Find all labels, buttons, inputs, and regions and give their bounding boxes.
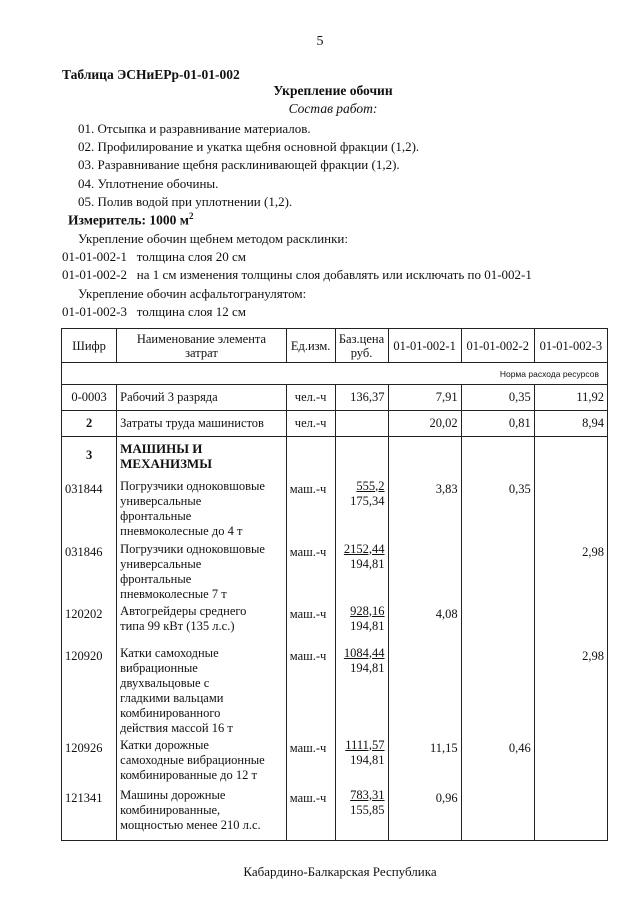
cell-v2: 0,35 bbox=[461, 385, 534, 411]
header-variant-2: 01-01-002-2 bbox=[461, 329, 534, 363]
cell-price: 783,31 155,85 bbox=[335, 788, 388, 841]
cell-code: 0-0003 bbox=[62, 385, 117, 411]
cell-unit: чел.-ч bbox=[286, 411, 335, 437]
header-name: Наименование элемента затрат bbox=[117, 329, 287, 363]
cell-v3 bbox=[534, 738, 607, 788]
resource-table bbox=[61, 328, 608, 841]
header-variant-3: 01-01-002-3 bbox=[534, 329, 607, 363]
cell-name: Рабочий 3 разряда bbox=[117, 385, 287, 411]
page-footer: Кабардино-Балкарская Республика bbox=[243, 864, 437, 879]
header-unit: Ед.изм. bbox=[286, 329, 335, 363]
work-item: 05. Полив водой при уплотнении (1,2). bbox=[78, 194, 293, 209]
cell-v1 bbox=[388, 542, 461, 604]
cell-unit: маш.-ч bbox=[286, 604, 335, 646]
work-item: 02. Профилирование и укатка щебня основной фракции (1,2). bbox=[78, 139, 420, 154]
work-item: 04. Уплотнение обочины. bbox=[78, 176, 219, 191]
cell-unit: маш.-ч bbox=[286, 479, 335, 542]
cell-v1: 7,91 bbox=[388, 385, 461, 411]
work-item: 03. Разравнивание щебня расклинивающей фракции (1,2). bbox=[78, 157, 400, 172]
cell-v3: 8,94 bbox=[534, 411, 607, 437]
cell-v3: 2,98 bbox=[534, 542, 607, 604]
table-row bbox=[62, 385, 608, 411]
cell-unit: маш.-ч bbox=[286, 738, 335, 788]
cell-v3: 11,92 bbox=[534, 385, 607, 411]
cell-code: 3 bbox=[62, 437, 117, 479]
cell-v1: 11,15 bbox=[388, 738, 461, 788]
cell-code: 120920 bbox=[62, 646, 117, 738]
work-heading: Состав работ: bbox=[288, 101, 378, 116]
cell-v2 bbox=[461, 788, 534, 841]
cell-v1 bbox=[388, 646, 461, 738]
cell-name: Погрузчики одноковшовые универсальные фронтальные пневмоколесные 7 т bbox=[117, 542, 287, 604]
cell-code: 031846 bbox=[62, 542, 117, 604]
cell-price: 928,16 194,81 bbox=[335, 604, 388, 646]
variant-line: 01-01-002-3 толщина слоя 12 см bbox=[62, 304, 247, 319]
variant-line: 01-01-002-2 на 1 см изменения толщины слоя добавлять или исключать по 01-002-1 bbox=[62, 267, 532, 282]
table-row bbox=[62, 788, 608, 841]
cell-price: 555,2 175,34 bbox=[335, 479, 388, 542]
table-header-row bbox=[62, 329, 608, 363]
header-code: Шифр bbox=[62, 329, 117, 363]
cell-v3 bbox=[534, 479, 607, 542]
cell-v2: 0,46 bbox=[461, 738, 534, 788]
cell-v2: 0,35 bbox=[461, 479, 534, 542]
page-number: 5 bbox=[316, 34, 324, 49]
header-variant-1: 01-01-002-1 bbox=[388, 329, 461, 363]
cell-name: Катки самоходные вибрационные двухвальцовые с гладкими вальцами комбинированного действия массой 16 т bbox=[117, 646, 287, 738]
table-row bbox=[62, 604, 608, 646]
norm-row bbox=[62, 363, 608, 385]
cell-code: 121341 bbox=[62, 788, 117, 841]
cell-v2 bbox=[461, 542, 534, 604]
cell-v2 bbox=[461, 604, 534, 646]
caption: Укрепление обочин bbox=[273, 83, 393, 98]
cell-price bbox=[335, 411, 388, 437]
table-row bbox=[62, 479, 608, 542]
cell-name: МАШИНЫ И МЕХАНИЗМЫ bbox=[117, 437, 287, 479]
cell-unit: маш.-ч bbox=[286, 646, 335, 738]
cell-name: Затраты труда машинистов bbox=[117, 411, 287, 437]
cell-v2 bbox=[461, 646, 534, 738]
table-row bbox=[62, 738, 608, 788]
cell-v2: 0,81 bbox=[461, 411, 534, 437]
cell-unit: чел.-ч bbox=[286, 385, 335, 411]
table-row bbox=[62, 437, 608, 479]
measure-label: Измеритель: 1000 $м^2$ bbox=[68, 211, 194, 228]
cell-unit: маш.-ч bbox=[286, 542, 335, 604]
variant-line: 01-01-002-1 толщина слоя 20 см bbox=[62, 249, 247, 264]
header-price: Баз.цена руб. bbox=[335, 329, 388, 363]
table-row bbox=[62, 411, 608, 437]
cell-code: 031844 bbox=[62, 479, 117, 542]
norm-label: Норма расхода ресурсов bbox=[62, 363, 608, 385]
work-item: 01. Отсыпка и разравнивание материалов. bbox=[78, 121, 311, 136]
cell-price: 2152,44 194,81 bbox=[335, 542, 388, 604]
cell-v1: 3,83 bbox=[388, 479, 461, 542]
cell-unit: маш.-ч bbox=[286, 788, 335, 841]
cell-price: 1084,44 194,81 bbox=[335, 646, 388, 738]
cell-v3 bbox=[534, 788, 607, 841]
cell-price: 1111,57 194,81 bbox=[335, 738, 388, 788]
cell-code: 120926 bbox=[62, 738, 117, 788]
cell-code: 2 bbox=[62, 411, 117, 437]
section-heading: Укрепление обочин щебнем методом расклинки: bbox=[78, 231, 348, 246]
cell-v1: 4,08 bbox=[388, 604, 461, 646]
cell-v1: 20,02 bbox=[388, 411, 461, 437]
cell-name: Погрузчики одноковшовые универсальные фронтальные пневмоколесные до 4 т bbox=[117, 479, 287, 542]
table-row bbox=[62, 542, 608, 604]
cell-name: Машины дорожные комбинированные, мощностью менее 210 л.с. bbox=[117, 788, 287, 841]
cell-v3: 2,98 bbox=[534, 646, 607, 738]
cell-name: Автогрейдеры среднего типа 99 кВт (135 л.с.) bbox=[117, 604, 287, 646]
section-heading: Укрепление обочин асфальтогранулятом: bbox=[78, 286, 307, 301]
cell-code: 120202 bbox=[62, 604, 117, 646]
cell-name: Катки дорожные самоходные вибрационные комбинированные до 12 т bbox=[117, 738, 287, 788]
cell-price: 136,37 bbox=[335, 385, 388, 411]
table-row bbox=[62, 646, 608, 738]
table-title: Таблица ЭСНиЕРр-01-01-002 bbox=[62, 67, 240, 82]
cell-v1: 0,96 bbox=[388, 788, 461, 841]
cell-v3 bbox=[534, 604, 607, 646]
